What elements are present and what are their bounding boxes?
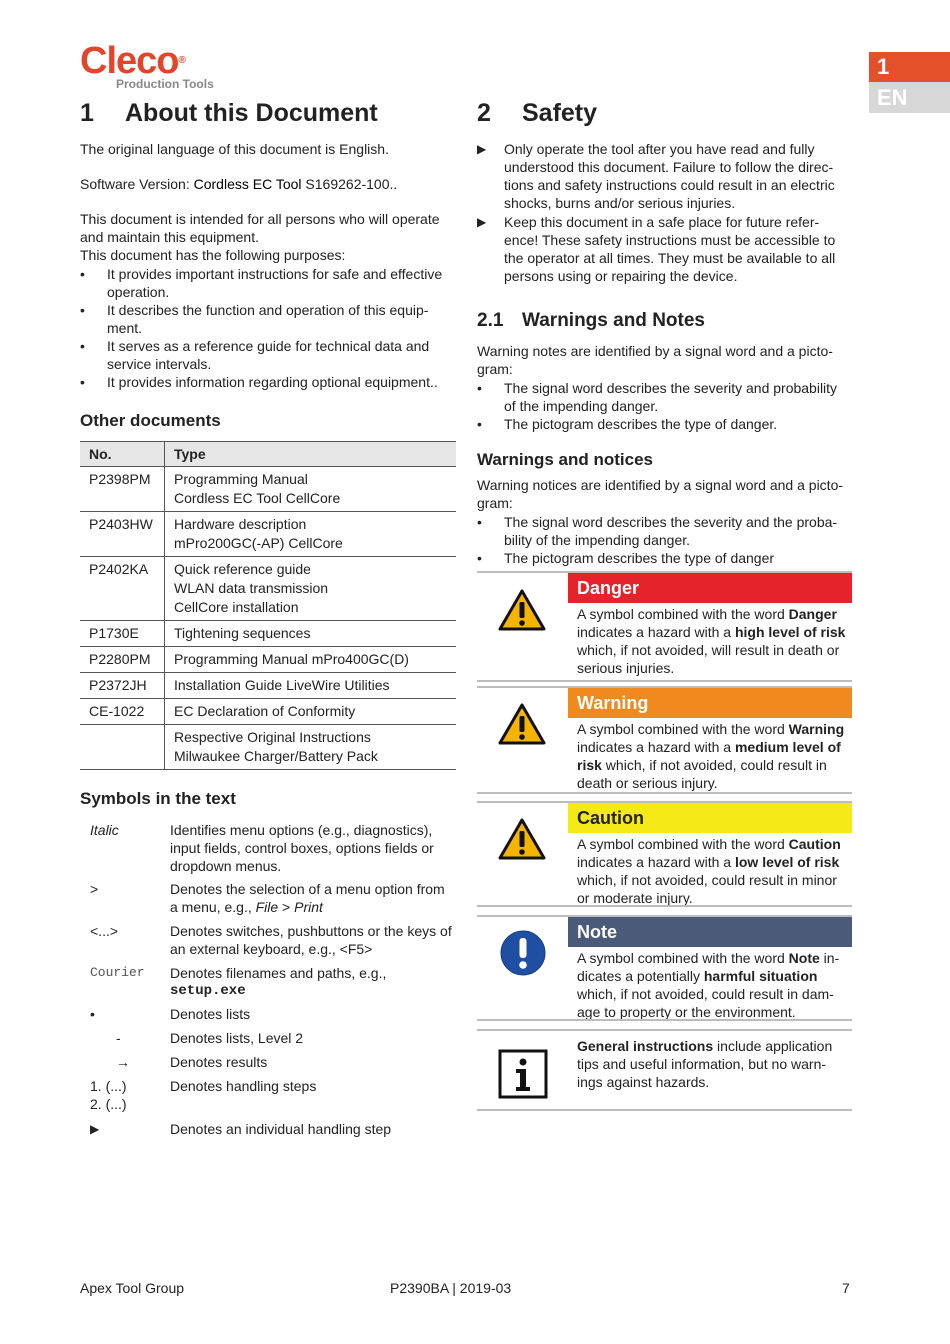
- doc-number: P2372JH: [80, 673, 165, 699]
- warnings-notices-body: Warning notices are identified by a signal word and a picto-gram: • The signal word describes the severity and the proba-bility of the impending danger. • The pictogram describes the type of danger: [477, 476, 851, 567]
- table-header-row: [80, 442, 456, 467]
- list-item: • It describes the function and operation of this equip-ment.: [80, 301, 452, 337]
- safety-instructions: [477, 140, 849, 286]
- warnings-notices-heading: Warnings and notices: [477, 450, 654, 469]
- list-item: • It provides important instructions for safe and effective operation.: [80, 265, 452, 301]
- warnings-notes-body: Warning notes are identified by a signal word and a picto-gram: • The signal word describes the severity and probability of the impending danger. • The pictogram describes the type of danger.: [477, 342, 849, 433]
- doc-type: Hardware description mPro200GC(-AP) CellCore: [165, 512, 457, 557]
- doc-type: Tightening sequences: [165, 621, 457, 647]
- about-paragraph: This document has the following purposes:: [80, 247, 346, 263]
- language-tab: EN: [869, 82, 950, 113]
- warning-box: [477, 686, 852, 796]
- doc-number: P2402KA: [80, 557, 165, 621]
- section-heading-about: 1 About this Document: [80, 99, 378, 127]
- warning-triangle-icon: [498, 818, 546, 860]
- about-body: [80, 140, 456, 391]
- doc-type: Installation Guide LiveWire Utilities: [165, 673, 457, 699]
- doc-number: P2398PM: [80, 467, 165, 512]
- table-row: [80, 647, 456, 673]
- caution-title: Caution: [568, 803, 852, 833]
- footer-doc-id: P2390BA | 2019-03: [390, 1280, 512, 1296]
- doc-number: P2280PM: [80, 647, 165, 673]
- caution-box: [477, 801, 852, 910]
- logo-subtitle: Production Tools: [116, 77, 214, 91]
- table-row: [80, 512, 456, 557]
- exclamation-circle-icon: [499, 929, 547, 977]
- chapter-tab-number: 1: [869, 52, 950, 82]
- warning-text: A symbol combined with the word Warning indicates a hazard with a medium level of risk which, if not avoided, could result in death or serious injury.: [577, 721, 845, 791]
- safety-step: ▶ Keep this document in a safe place for future refer-ence! These safety instructions must be accessible to the operator at all times. They must be available to all persons using or repairing the device.: [477, 213, 849, 285]
- about-paragraph: This document is intended for all persons who will operate and maintain this equipment.: [80, 211, 440, 245]
- subsection-heading-warnings-notes: 2.1 Warnings and Notes: [477, 310, 705, 331]
- cleco-logo: Cleco®: [80, 40, 185, 82]
- danger-box: [477, 571, 852, 682]
- note-text: A symbol combined with the word Note in-dicates a potentially harmful situation which, if not avoided, could result in dam-age to property or the environment.: [577, 950, 840, 1020]
- note-box: [477, 915, 852, 1025]
- list-item: • The pictogram describes the type of danger.: [477, 415, 849, 433]
- purpose-list: [80, 265, 456, 391]
- column-header-no: No.: [80, 442, 165, 467]
- software-version: Software Version: Cordless EC Tool S169262-100..: [80, 176, 398, 192]
- caution-text: A symbol combined with the word Caution indicates a hazard with a low level of risk which, if not avoided, could result in minor or moderate injury.: [577, 836, 841, 906]
- warning-title: Warning: [568, 688, 852, 718]
- list-item: • It serves as a reference guide for technical data and service intervals.: [80, 337, 452, 373]
- page-number: 7: [842, 1280, 850, 1296]
- list-item: • The pictogram describes the type of danger: [477, 549, 851, 567]
- list-item: • It provides information regarding optional equipment..: [80, 373, 452, 391]
- table-row: [80, 725, 456, 770]
- list-item: • The signal word describes the severity and the proba-bility of the impending danger.: [477, 513, 851, 549]
- note-title: Note: [568, 917, 852, 947]
- about-paragraph: The original language of this document is English.: [80, 141, 389, 157]
- table-row: [80, 699, 456, 725]
- doc-type: Programming Manual mPro400GC(D): [165, 647, 457, 673]
- table-row: [80, 557, 456, 621]
- info-box: [477, 1029, 852, 1113]
- doc-type: Quick reference guide WLAN data transmission CellCore installation: [165, 557, 457, 621]
- doc-number: [80, 725, 165, 770]
- column-header-type: Type: [165, 442, 457, 467]
- footer-company: Apex Tool Group: [80, 1280, 185, 1296]
- danger-title: Danger: [568, 573, 852, 603]
- table-row: [80, 673, 456, 699]
- doc-type: EC Declaration of Conformity: [165, 699, 457, 725]
- table-row: [80, 621, 456, 647]
- doc-type: Programming Manual Cordless EC Tool CellCore: [165, 467, 457, 512]
- warning-triangle-icon: [498, 703, 546, 745]
- info-icon: [498, 1049, 548, 1099]
- doc-number: CE-1022: [80, 699, 165, 725]
- symbols-heading: Symbols in the text: [80, 789, 236, 808]
- other-documents-heading: Other documents: [80, 411, 221, 430]
- other-documents-table: [80, 441, 456, 770]
- safety-step: ▶ Only operate the tool after you have read and fully understood this document. Failure to follow the direc-tions and safety instructions could result in an electric shocks, burns and/or serious injuries.: [477, 140, 849, 212]
- list-item: • The signal word describes the severity and probability of the impending danger.: [477, 379, 849, 415]
- section-heading-safety: 2 Safety: [477, 99, 598, 127]
- danger-text: A symbol combined with the word Danger indicates a hazard with a high level of risk which, if not avoided, will result in death or serious injuries.: [577, 606, 846, 676]
- info-text: General instructions include application tips and useful information, but no warn-ings against hazards.: [577, 1038, 833, 1090]
- table-row: [80, 467, 456, 512]
- warning-triangle-icon: [498, 589, 546, 631]
- doc-type: Respective Original Instructions Milwaukee Charger/Battery Pack: [165, 725, 457, 770]
- doc-number: P2403HW: [80, 512, 165, 557]
- doc-number: P1730E: [80, 621, 165, 647]
